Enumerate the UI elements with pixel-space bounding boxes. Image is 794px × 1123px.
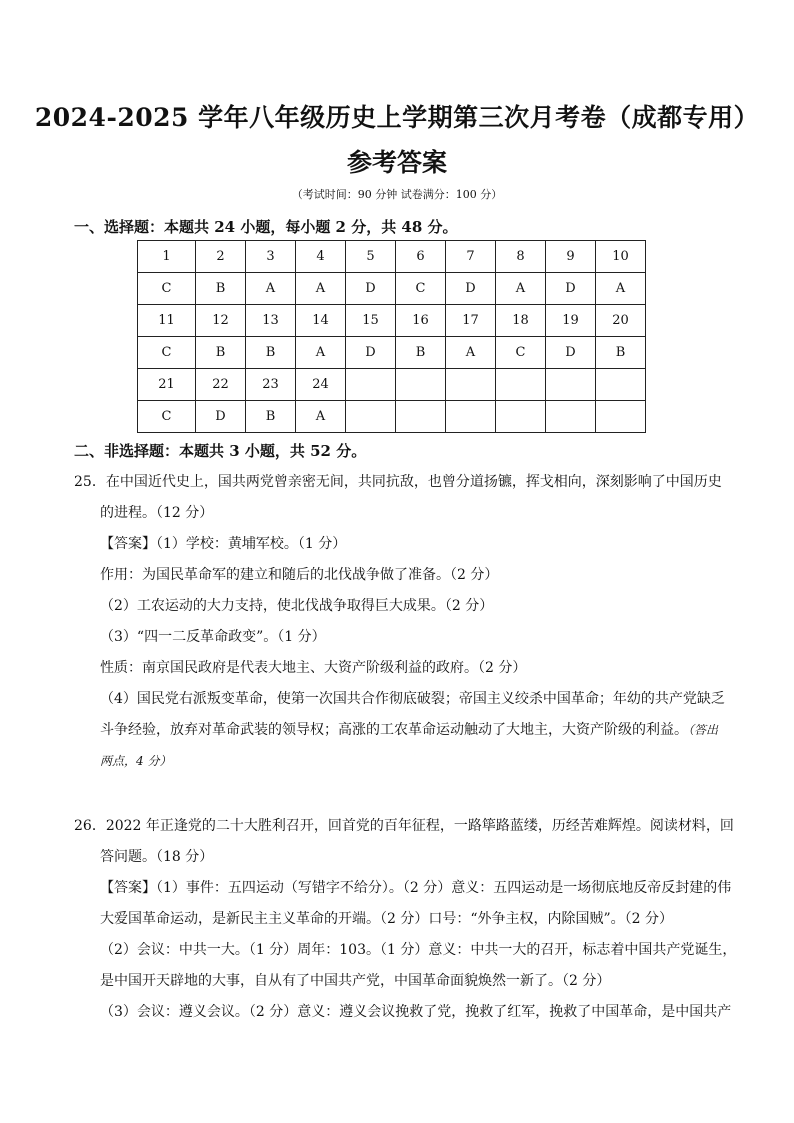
question-number-cell: 17 bbox=[446, 305, 496, 337]
question-number-cell: 23 bbox=[246, 369, 296, 401]
question-number-cell: 19 bbox=[546, 305, 596, 337]
question-number-cell: 6 bbox=[396, 241, 446, 273]
question-number-row bbox=[138, 305, 646, 337]
q26-stem-cont: 答问题。（18 分） bbox=[100, 849, 214, 865]
answer-cell: D bbox=[196, 401, 246, 433]
question-number-cell: 22 bbox=[196, 369, 246, 401]
question-number-cell: 12 bbox=[196, 305, 246, 337]
q25-answer-text: 斗争经验，放弃对革命武装的领导权；高涨的工农革命运动触动了大地主，大资产阶级的利益。 bbox=[100, 722, 688, 738]
answer-row bbox=[138, 337, 646, 369]
question-number-row bbox=[138, 241, 646, 273]
answer-cell: D bbox=[346, 273, 396, 305]
section1-heading: 一、选择题：本题共 24 小题，每小题 2 分，共 48 分。 bbox=[74, 218, 458, 236]
answer-cell: B bbox=[596, 337, 646, 369]
answer-cell: B bbox=[196, 273, 246, 305]
answer-cell: D bbox=[546, 273, 596, 305]
page-title: 2024-2025 学年八年级历史上学期第三次月考卷（成都专用） bbox=[34, 103, 760, 132]
question-number-cell: 16 bbox=[396, 305, 446, 337]
q25-score-note-cont: 两点，4 分） bbox=[100, 754, 172, 768]
question-number-cell: 7 bbox=[446, 241, 496, 273]
answer-cell: C bbox=[138, 337, 196, 369]
answer-cell: C bbox=[496, 337, 546, 369]
question-number-cell: 1 bbox=[138, 241, 196, 273]
question-number-cell: 14 bbox=[296, 305, 346, 337]
question-number-cell bbox=[596, 369, 646, 401]
answer-cell: B bbox=[246, 337, 296, 369]
answer-cell: A bbox=[296, 401, 346, 433]
answer-cell: A bbox=[446, 337, 496, 369]
question-number-cell bbox=[546, 369, 596, 401]
answer-cell: C bbox=[138, 401, 196, 433]
q25-answer-line: （3）“四一二反革命政变”。（1 分） bbox=[100, 629, 326, 645]
answer-cell: D bbox=[346, 337, 396, 369]
question-number-cell: 21 bbox=[138, 369, 196, 401]
answer-cell: A bbox=[296, 337, 346, 369]
answer-cell: A bbox=[246, 273, 296, 305]
q25-answer-line: （2）工农运动的大力支持，使北伐战争取得巨大成果。（2 分） bbox=[100, 598, 494, 614]
question-number-cell: 24 bbox=[296, 369, 346, 401]
question-number-cell: 13 bbox=[246, 305, 296, 337]
q26-answer-line: （3）会议：遵义会议。（2 分）意义：遵义会议挽救了党，挽救了红军，挽救了中国革命，是中国共产 bbox=[100, 1004, 732, 1020]
question-number-cell: 11 bbox=[138, 305, 196, 337]
answer-cell: C bbox=[396, 273, 446, 305]
answer-cell: B bbox=[246, 401, 296, 433]
answer-cell: A bbox=[496, 273, 546, 305]
question-number-cell: 3 bbox=[246, 241, 296, 273]
answer-cell: B bbox=[196, 337, 246, 369]
question-number-cell: 4 bbox=[296, 241, 346, 273]
answer-table bbox=[137, 240, 646, 433]
q25-answer-line: （4）国民党右派叛变革命，使第一次国共合作彻底破裂；帝国主义绞杀中国革命；年幼的共产党缺乏 bbox=[100, 691, 725, 707]
question-number-cell: 20 bbox=[596, 305, 646, 337]
q25-score-note: （答出 bbox=[688, 723, 719, 737]
q25-answer-line: 【答案】（1）学校：黄埔军校。（1 分） bbox=[100, 536, 347, 552]
question-number-cell: 18 bbox=[496, 305, 546, 337]
question-number-cell: 10 bbox=[596, 241, 646, 273]
answer-cell bbox=[446, 401, 496, 433]
answer-cell: A bbox=[296, 273, 346, 305]
q26-answer-line: 是中国开天辟地的大事，自从有了中国共产党，中国革命面貌焕然一新了。（2 分） bbox=[100, 973, 611, 989]
answer-cell: A bbox=[596, 273, 646, 305]
question-number-cell bbox=[496, 369, 546, 401]
question-number-cell: 2 bbox=[196, 241, 246, 273]
q25-stem-cont: 的进程。（12 分） bbox=[100, 505, 214, 521]
answer-cell bbox=[596, 401, 646, 433]
exam-info: （考试时间：90 分钟 试卷满分：100 分） bbox=[291, 188, 503, 201]
q25-answer-line bbox=[100, 720, 718, 740]
answer-cell: D bbox=[446, 273, 496, 305]
q26-answer-line: 【答案】（1）事件：五四运动（写错字不给分）。（2 分）意义：五四运动是一场彻底地反帝反封建的伟 bbox=[100, 880, 732, 896]
answer-row bbox=[138, 273, 646, 305]
question-number-cell: 8 bbox=[496, 241, 546, 273]
q25-answer-line: 性质：南京国民政府是代表大地主、大资产阶级利益的政府。（2 分） bbox=[100, 660, 527, 676]
question-number-row bbox=[138, 369, 646, 401]
question-number-cell: 15 bbox=[346, 305, 396, 337]
answer-cell bbox=[496, 401, 546, 433]
question-number-cell bbox=[396, 369, 446, 401]
q25-answer-line: 作用：为国民革命军的建立和随后的北伐战争做了准备。（2 分） bbox=[100, 567, 499, 583]
answer-cell bbox=[546, 401, 596, 433]
question-number-cell bbox=[446, 369, 496, 401]
page-subtitle: 参考答案 bbox=[346, 148, 447, 177]
q26-stem: 26．2022 年正逢党的二十大胜利召开，回首党的百年征程，一路筚路蓝缕，历经苦难辉煌。阅读材料，回 bbox=[74, 818, 734, 834]
question-number-cell: 5 bbox=[346, 241, 396, 273]
answer-cell bbox=[396, 401, 446, 433]
q26-answer-line: 大爱国革命运动，是新民主主义革命的开端。（2 分）口号：“外争主权，内除国贼”。（2 分） bbox=[100, 911, 674, 927]
q26-answer-line: （2）会议：中共一大。（1 分）周年：103。（1 分）意义：中共一大的召开，标志着中国共产党诞生， bbox=[100, 942, 737, 958]
answer-row bbox=[138, 401, 646, 433]
question-number-cell: 9 bbox=[546, 241, 596, 273]
section2-heading: 二、非选择题：本题共 3 小题，共 52 分。 bbox=[74, 442, 367, 460]
q25-stem: 25．在中国近代史上，国共两党曾亲密无间，共同抗敌，也曾分道扬镳，挥戈相向，深刻影响了中国历史 bbox=[74, 474, 722, 490]
answer-cell: C bbox=[138, 273, 196, 305]
answer-cell: B bbox=[396, 337, 446, 369]
answer-cell bbox=[346, 401, 396, 433]
question-number-cell bbox=[346, 369, 396, 401]
answer-cell: D bbox=[546, 337, 596, 369]
